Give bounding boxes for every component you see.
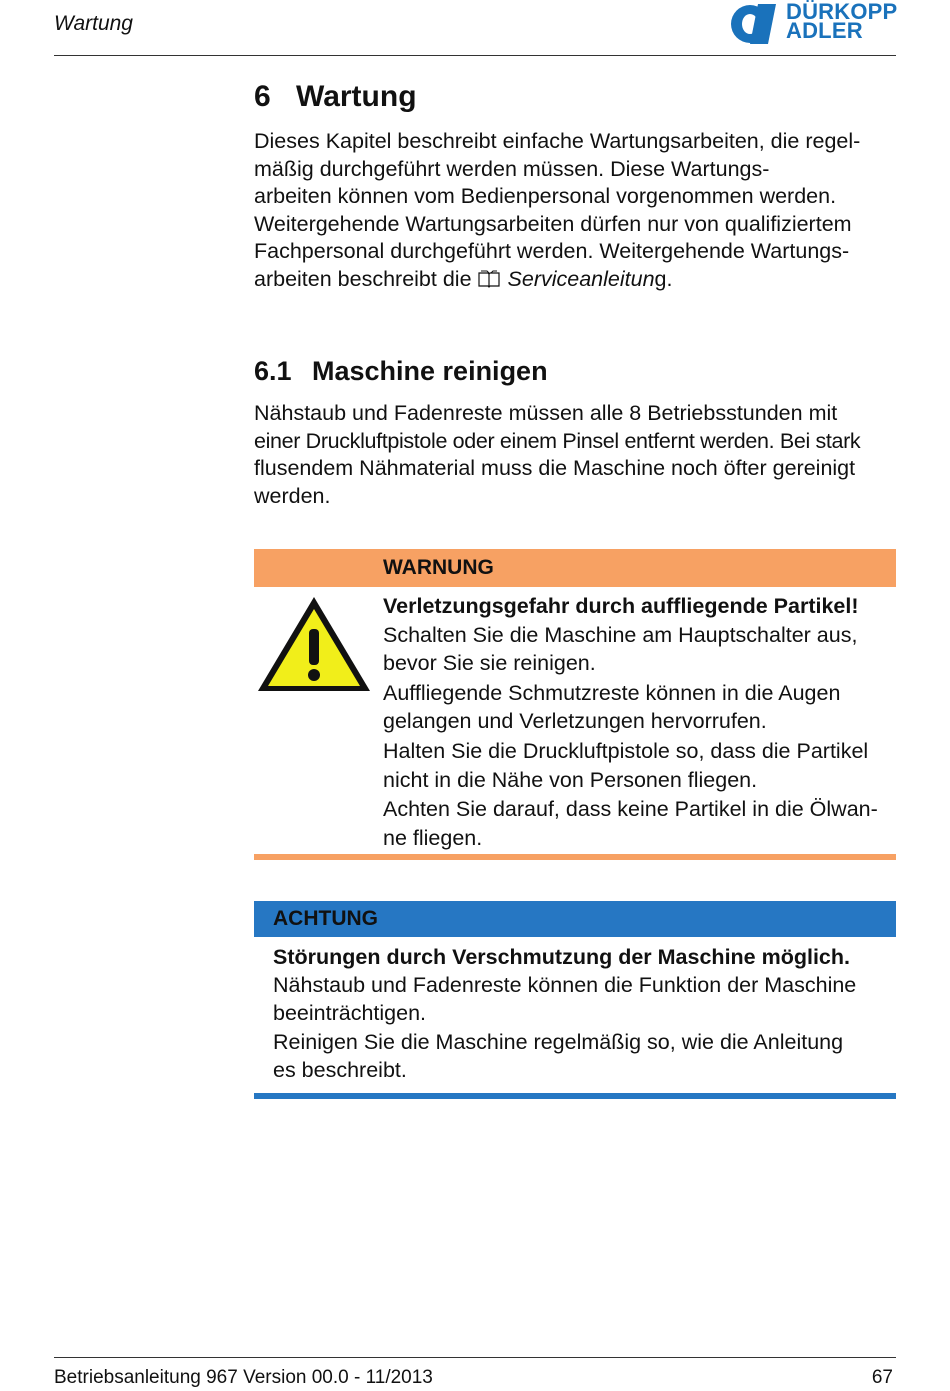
- section-number: 6.1: [254, 356, 292, 386]
- attention-heading: Störungen durch Verschmutzung der Maschine möglich.: [273, 945, 850, 969]
- warning-line: nicht in die Nähe von Personen fliegen.: [383, 767, 758, 792]
- attention-label: ACHTUNG: [273, 907, 378, 930]
- service-manual-reference[interactable]: Serviceanleitun: [507, 266, 655, 291]
- attention-bottom-rule: [254, 1093, 896, 1099]
- intro-last-prefix: arbeiten beschreibt die: [254, 266, 472, 291]
- warning-line: bevor Sie sie reinigen.: [383, 651, 596, 676]
- intro-line: mäßig durchgeführt werden müssen. Diese Wartungs-: [254, 156, 770, 181]
- warning-line: Schalten Sie die Maschine am Hauptschalter aus,: [383, 622, 858, 647]
- warning-triangle-icon: [256, 595, 372, 693]
- attention-body: [273, 944, 898, 1085]
- warning-body: [383, 592, 898, 852]
- logo-line1: DÜRKOPP: [786, 0, 898, 24]
- attention-line: Reinigen Sie die Maschine regelmäßig so, wie die Anleitung: [273, 1030, 844, 1055]
- warning-heading: Verletzungsgefahr durch auffliegende Partikel!: [383, 594, 859, 618]
- intro-line-reference: [254, 266, 904, 294]
- warning-bottom-rule: [254, 854, 896, 860]
- logo-mark-icon: [728, 2, 784, 46]
- section-heading: [254, 356, 548, 387]
- intro-last-suffix: g.: [654, 266, 673, 291]
- warning-line: Halten Sie die Druckluftpistole so, dass die Partikel: [383, 738, 869, 763]
- attention-line: es beschreibt.: [273, 1058, 407, 1083]
- logo-wordmark: [786, 0, 898, 43]
- intro-line: arbeiten können vom Bedienpersonal vorgenommen werden.: [254, 184, 837, 209]
- logo-line2: ADLER: [786, 18, 863, 43]
- footer-document-info: Betriebsanleitung 967 Version 00.0 - 11/2013: [54, 1367, 433, 1388]
- duerkopp-adler-logo: [728, 2, 898, 46]
- attention-line: beeinträchtigen.: [273, 1000, 426, 1025]
- warning-line: gelangen und Verletzungen hervorrufen.: [383, 709, 767, 734]
- section-body: [254, 400, 904, 510]
- chapter-intro: [254, 128, 904, 294]
- footer-rule: [54, 1357, 896, 1358]
- running-header-title: Wartung: [54, 12, 133, 35]
- warning-header-bar: [254, 549, 896, 587]
- attention-header-bar: [254, 901, 896, 937]
- warning-line: ne fliegen.: [383, 825, 483, 850]
- section-line: einer Druckluftpistole oder einem Pinsel entfernt werden. Bei stark: [254, 428, 861, 453]
- footer-page-number: 67: [871, 1367, 893, 1388]
- section-line: Nähstaub und Fadenreste müssen alle 8 Betriebsstunden mit: [254, 401, 838, 425]
- warning-line: Auffliegende Schmutzreste können in die Augen: [383, 680, 841, 705]
- chapter-title: Wartung: [296, 80, 417, 113]
- section-line: werden.: [254, 483, 331, 508]
- intro-line: Dieses Kapitel beschreibt einfache Wartungsarbeiten, die regel-: [254, 129, 861, 153]
- warning-label: WARNUNG: [383, 556, 494, 579]
- header-rule: [54, 55, 896, 56]
- book-icon: [478, 270, 500, 288]
- section-title: Maschine reinigen: [312, 356, 548, 386]
- section-line: flusendem Nähmaterial muss die Maschine noch öfter gereinigt: [254, 456, 856, 481]
- intro-line: Fachpersonal durchgeführt werden. Weitergehende Wartungs-: [254, 239, 850, 264]
- chapter-heading: [254, 80, 417, 114]
- warning-line: Achten Sie darauf, dass keine Partikel in die Ölwan-: [383, 797, 878, 822]
- attention-line: Nähstaub und Fadenreste können die Funktion der Maschine: [273, 972, 857, 997]
- chapter-number: 6: [254, 80, 271, 113]
- intro-line: Weitergehende Wartungsarbeiten dürfen nur von qualifiziertem: [254, 211, 852, 236]
